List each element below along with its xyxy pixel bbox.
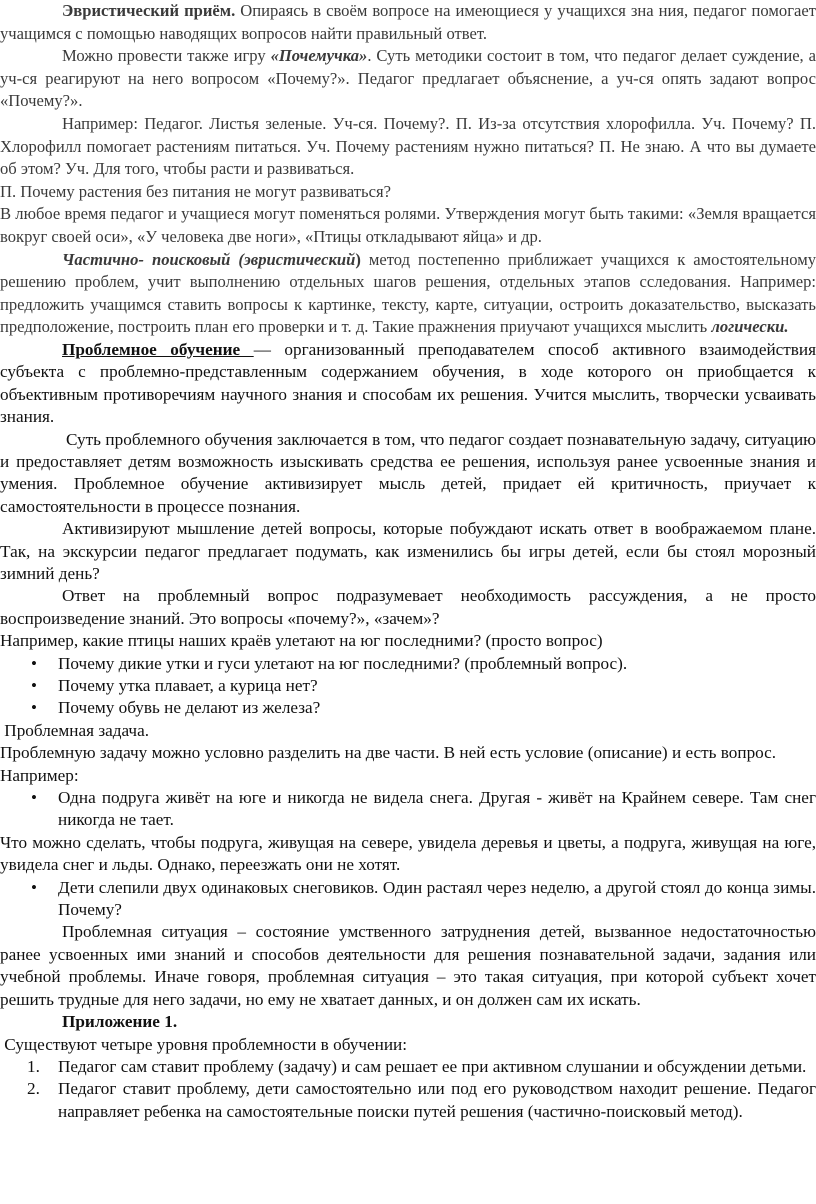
- partial-search-paren: ): [355, 249, 361, 269]
- example-label: Например:: [0, 765, 79, 785]
- example-dialogue: Например: Педагог. Листья зеленые. Уч-ся. Почему?. П. Из-за отсутствия хлорофилла. Уч. Почему? П. Хлорофилл помогает растениям питаться. Уч. Почему растениям нужно питаться? П. Не знаю. А что вы думаете об этом? Уч. Для того, чтобы расти и развиваться.: [0, 113, 816, 179]
- task-example-list-1: [0, 787, 816, 832]
- partial-search-title: Частично- поисковый (эвристический: [62, 249, 356, 269]
- heuristic-section: [0, 0, 816, 339]
- list-item: • Дети слепили двух одинаковых снеговиков. Один растаял через неделю, а другой стоял до конца зимы. Почему?: [58, 877, 816, 922]
- game-paragraph: [0, 45, 816, 113]
- levels-intro: Существуют четыре уровня проблемности в обучении:: [0, 1034, 408, 1054]
- appendix-section: [0, 1011, 816, 1123]
- problem-task-section: [0, 720, 816, 922]
- roles-paragraph: В любое время педагог и учащиеся могут поменяться ролями. Утверждения могут быть такими: «Земля вращается вокруг своей оси», «У человека две ноги», «Птицы откладывают яйца» и др.: [0, 204, 816, 246]
- list-text: Педагог ставит проблему, дети самостоятельно или под его руководством находит решение. Педагог направляет ребенка на самостоятельные поиски путей решения (частично-поисковый метод).: [58, 1079, 816, 1121]
- birds-question: Например, какие птицы наших краёв улетают на юг последними? (просто вопрос): [0, 631, 603, 651]
- list-number: 2.: [27, 1079, 40, 1099]
- p-question-line: П. Почему растения без питания не могут развиваться?: [0, 181, 391, 201]
- list-text: Педагог сам ставит проблему (задачу) и сам решает ее при активном слушании и обсуждении детьми.: [58, 1056, 807, 1076]
- levels-list: [0, 1056, 816, 1123]
- partial-search-text: метод постепенно приближает учащихся к амостоятельному решению проблем, учит выполнению отдельных шагов решения, отдельных этапов сследования. Например: предложить учащимся ставить вопросы к картинке, тексту, карте, ситуации, остроить доказательство, высказать предположение, построить план его проверки и т. д. Такие пражнения приучают учащихся мыслить: [0, 249, 816, 337]
- task-example-list-2: [0, 877, 816, 922]
- problem-learning-section: [0, 339, 816, 720]
- problem-situation-paragraph: Проблемная ситуация – состояние умственного затруднения детей, вызванное недостаточностью ранее усвоенных ими знаний и способов деятельности для решения познавательной задачи, задания или учебной проблемы. Иначе говоря, проблемная ситуация – это такая ситуация, при которой субъект хочет решить трудные для него задачи, но ему не хватает данных, и он должен сам их искать.: [0, 922, 816, 1009]
- problem-task-title: Проблемная задача.: [0, 720, 149, 740]
- appendix-title: Приложение 1.: [62, 1012, 178, 1032]
- list-item: • Почему обувь не делают из железа?: [58, 697, 816, 719]
- game-name: «Почемучка»: [270, 46, 368, 66]
- problem-learning-paragraph: [0, 339, 816, 429]
- list-item: [27, 1056, 816, 1078]
- game-intro: Можно провести также игру: [62, 46, 271, 66]
- list-item: • Одна подруга живёт на юге и никогда не видела снега. Другая - живёт на Крайнем севере. Там снег никогда не тает.: [58, 787, 816, 832]
- heuristic-text: Опираясь в своём вопросе на имеющиеся у учащихся зна ния, педагог помогает учащимся с помощью наводящих вопросов найти правильный ответ.: [0, 1, 816, 43]
- answer-paragraph: Ответ на проблемный вопрос подразумевает необходимость рассуждения, а не просто воспроизведение знаний. Это вопросы «почему?», «зачем»?: [0, 586, 816, 628]
- activate-paragraph: Активизируют мышление детей вопросы, которые побуждают искать ответ в воображаемом плане. Так, на экскурсии педагог предлагает подумать, как изменились бы игры детей, если бы стоял морозный зимний день?: [0, 519, 816, 583]
- problem-questions-list: [0, 653, 816, 720]
- logically-word: логически.: [711, 317, 789, 337]
- essence-paragraph: Суть проблемного обучения заключается в том, что педагог создает познавательную задачу, ситуацию и предоставляет детям возможность изыскивать средства ее решения, используя ранее усвоенные знания и умения. Проблемное обучение активизирует мысль детей, придает ей критичность, приучает к самостоятельности в процессе познания.: [0, 429, 816, 516]
- list-item: • Почему утка плавает, а курица нет?: [58, 675, 816, 697]
- heuristic-title: Эвристический приём.: [62, 1, 236, 20]
- task-question-1: Что можно сделать, чтобы подруга, живущая на севере, увидела деревья и цветы, а подруга, живущая на юге, увидела снег и льды. Однако, переезжать они не хотят.: [0, 832, 816, 875]
- list-number: 1.: [27, 1056, 40, 1076]
- problem-learning-title: Проблемное обучение: [62, 339, 254, 359]
- heuristic-paragraph: [0, 0, 816, 45]
- list-item: • Почему дикие утки и гуси улетают на юг последними? (проблемный вопрос).: [58, 653, 816, 675]
- list-item: [27, 1078, 816, 1123]
- partial-search-paragraph: [0, 249, 816, 339]
- problem-learning-definition: — организованный преподавателем способ активного взаимодействия субъекта с проблемно-представленным содержанием обучения, в ходе которого он приобщается к объективным противоречиям научного знания и способам их решения. Учится мыслить, творчески усваивать знания.: [0, 339, 816, 427]
- problem-task-parts: Проблемную задачу можно условно разделить на две части. В ней есть условие (описание) и есть вопрос.: [0, 743, 777, 763]
- game-text: . Суть методики состоит в том, что педагог делает суждение, а уч-ся реагируют на него вопросом «Почему?». Педагог предлагает объяснение, а уч-ся опять задают вопрос «Почему?».: [0, 46, 816, 111]
